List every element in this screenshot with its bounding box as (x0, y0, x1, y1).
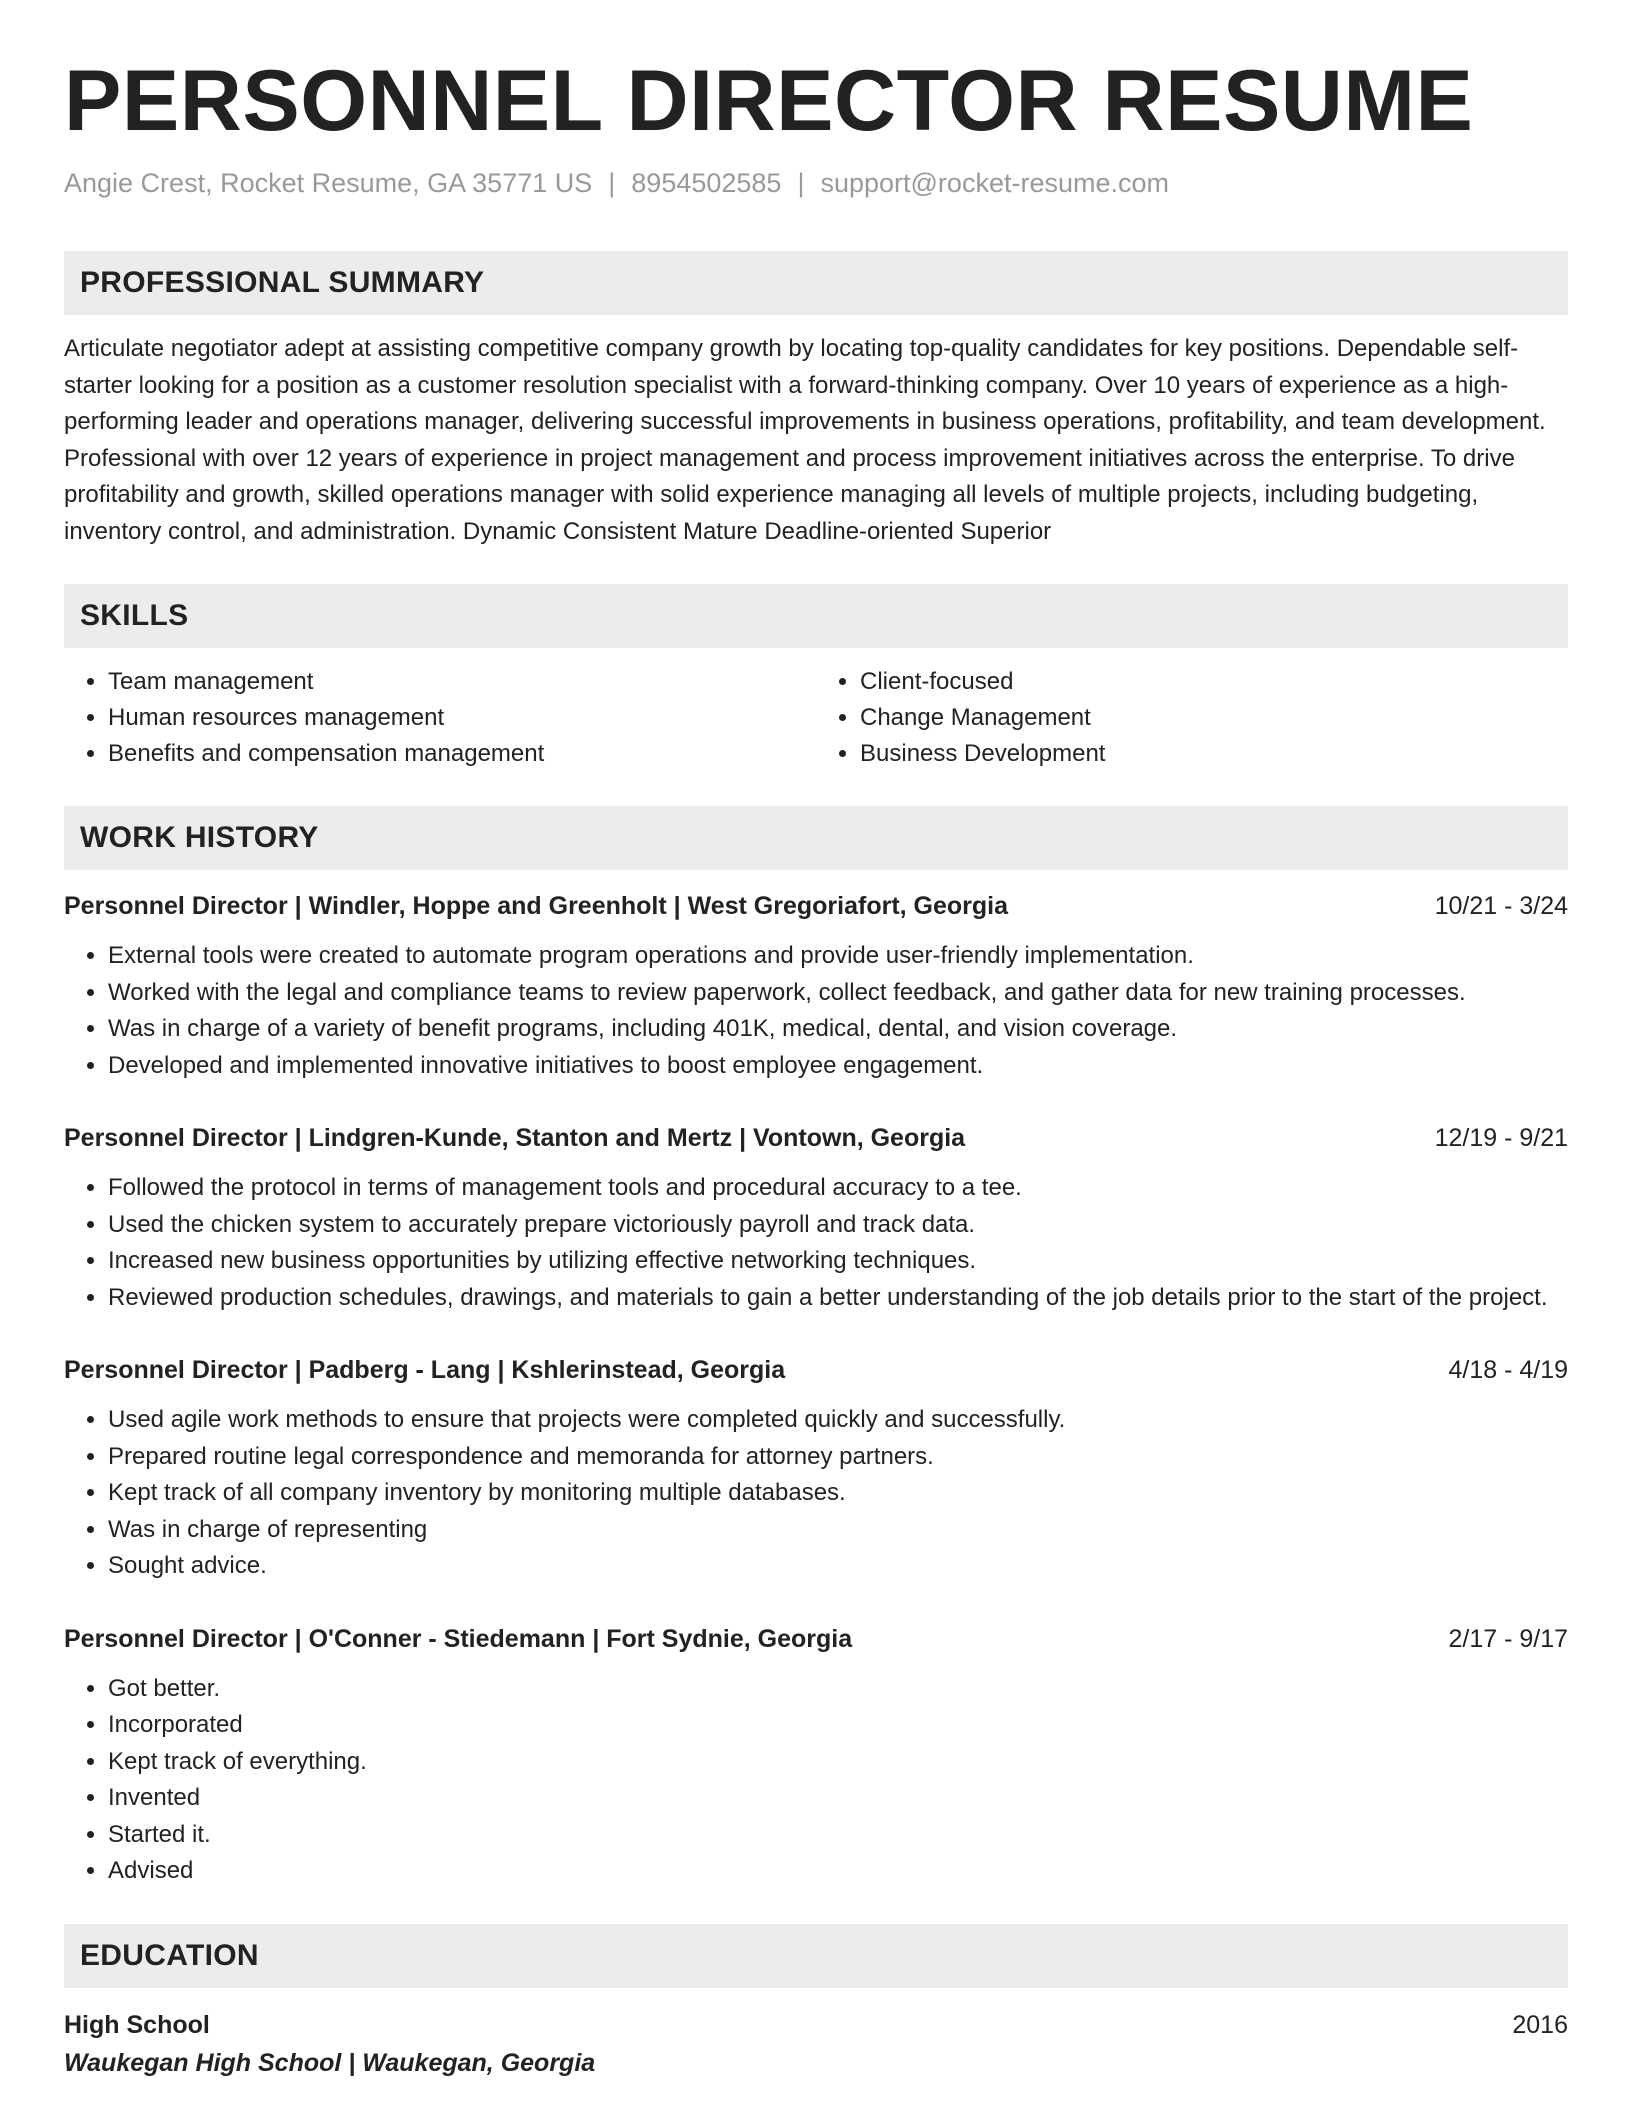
job-bullet: • Was in charge of a variety of benefit programs, including 401K, medical, dental, and vision coverage. (108, 1011, 1568, 1048)
job-bullet: • Worked with the legal and compliance teams to review paperwork, collect feedback, and gather data for new training processes. (108, 975, 1568, 1012)
job-bullet: • Used the chicken system to accurately prepare victoriously payroll and track data. (108, 1207, 1568, 1244)
education-heading: EDUCATION (64, 1924, 1568, 1988)
job-bullet: • Sought advice. (108, 1548, 1568, 1585)
job-title: Personnel Director | O'Conner - Stiedemann | Fort Sydnie, Georgia (64, 1624, 853, 1653)
job-bullets (64, 1170, 1568, 1316)
skills-column-left (64, 664, 816, 772)
job-title: Personnel Director | Lindgren-Kunde, Stanton and Mertz | Vontown, Georgia (64, 1124, 966, 1153)
job-bullet: • Developed and implemented innovative initiatives to boost employee engagement. (108, 1048, 1568, 1085)
skills-heading: SKILLS (64, 584, 1568, 648)
skills-list (64, 664, 1568, 772)
job-title: Personnel Director | Windler, Hoppe and Greenholt | West Gregoriafort, Georgia (64, 892, 1009, 921)
contact-phone: 8954502585 (631, 168, 782, 199)
job-bullet: • Invented (108, 1780, 1568, 1817)
job-entry (64, 1621, 1568, 1890)
job-bullet: • Used agile work methods to ensure that projects were completed quickly and successfully. (108, 1402, 1568, 1439)
job-dates: 2/17 - 9/17 (1448, 1624, 1568, 1653)
education-school: Waukegan High School | Waukegan, Georgia (64, 2048, 596, 2077)
job-bullet: • Advised (108, 1853, 1568, 1890)
skill-item: • Benefits and compensation management (108, 736, 816, 772)
job-bullet: • Got better. (108, 1671, 1568, 1708)
job-bullets (64, 1402, 1568, 1585)
skills-column-right (816, 664, 1568, 772)
job-title: Personnel Director | Padberg - Lang | Kshlerinstead, Georgia (64, 1356, 786, 1385)
contact-line (64, 166, 1568, 201)
job-bullet: • External tools were created to automate program operations and provide user-friendly implementation. (108, 938, 1568, 975)
job-bullets (64, 1671, 1568, 1890)
contact-separator: | (797, 168, 805, 199)
job-entry (64, 888, 1568, 1084)
skill-item: • Human resources management (108, 700, 816, 736)
job-bullet: • Reviewed production schedules, drawings, and materials to gain a better understanding of the job details prior to the start of the project. (108, 1280, 1568, 1317)
contact-address: Angie Crest, Rocket Resume, GA 35771 US (64, 168, 593, 199)
job-bullets (64, 938, 1568, 1084)
job-bullet: • Incorporated (108, 1707, 1568, 1744)
skill-item: • Business Development (860, 736, 1568, 772)
job-header (64, 1621, 1568, 1657)
summary-text: Articulate negotiator adept at assisting competitive company growth by locating top-quality candidates for key positions. Dependable self-starter looking for a position as a customer resolution specialist with a forward-thinking company. Over 10 years of experience as a high-performing leader and operations manager, delivering successful improvements in business operations, profitability, and team development. Professional with over 12 years of experience in project management and process improvement initiatives across the enterprise. To drive profitability and growth, skilled operations manager with solid experience managing all levels of multiple projects, including budgeting, inventory control, and administration. Dynamic Consistent Mature Deadline-oriented Superior (64, 335, 1546, 545)
contact-email: support@rocket-resume.com (820, 168, 1169, 199)
job-bullet: • Was in charge of representing (108, 1512, 1568, 1549)
work-history-heading: WORK HISTORY (64, 806, 1568, 870)
job-bullet: • Increased new business opportunities by utilizing effective networking techniques. (108, 1243, 1568, 1280)
job-entry (64, 1352, 1568, 1585)
education-entry (64, 2006, 1568, 2082)
job-dates: 4/18 - 4/19 (1448, 1356, 1568, 1385)
job-bullet: • Started it. (108, 1817, 1568, 1854)
job-header (64, 1120, 1568, 1156)
education-degree: High School (64, 2010, 210, 2039)
job-entry (64, 1120, 1568, 1316)
summary-heading: PROFESSIONAL SUMMARY (64, 251, 1568, 315)
education-header (64, 2006, 1568, 2044)
job-bullet: • Kept track of everything. (108, 1744, 1568, 1781)
job-bullet: • Prepared routine legal correspondence and memoranda for attorney partners. (108, 1439, 1568, 1476)
job-header (64, 1352, 1568, 1388)
job-bullet: • Kept track of all company inventory by monitoring multiple databases. (108, 1475, 1568, 1512)
resume-title: PERSONNEL DIRECTOR RESUME (64, 53, 1474, 149)
contact-separator: | (608, 168, 616, 199)
skill-item: • Change Management (860, 700, 1568, 736)
job-bullet: • Followed the protocol in terms of management tools and procedural accuracy to a tee. (108, 1170, 1568, 1207)
job-dates: 12/19 - 9/21 (1434, 1124, 1568, 1153)
skill-item: • Client-focused (860, 664, 1568, 700)
education-year: 2016 (1512, 2010, 1568, 2039)
job-dates: 10/21 - 3/24 (1434, 892, 1568, 921)
skill-item: • Team management (108, 664, 816, 700)
job-header (64, 888, 1568, 924)
